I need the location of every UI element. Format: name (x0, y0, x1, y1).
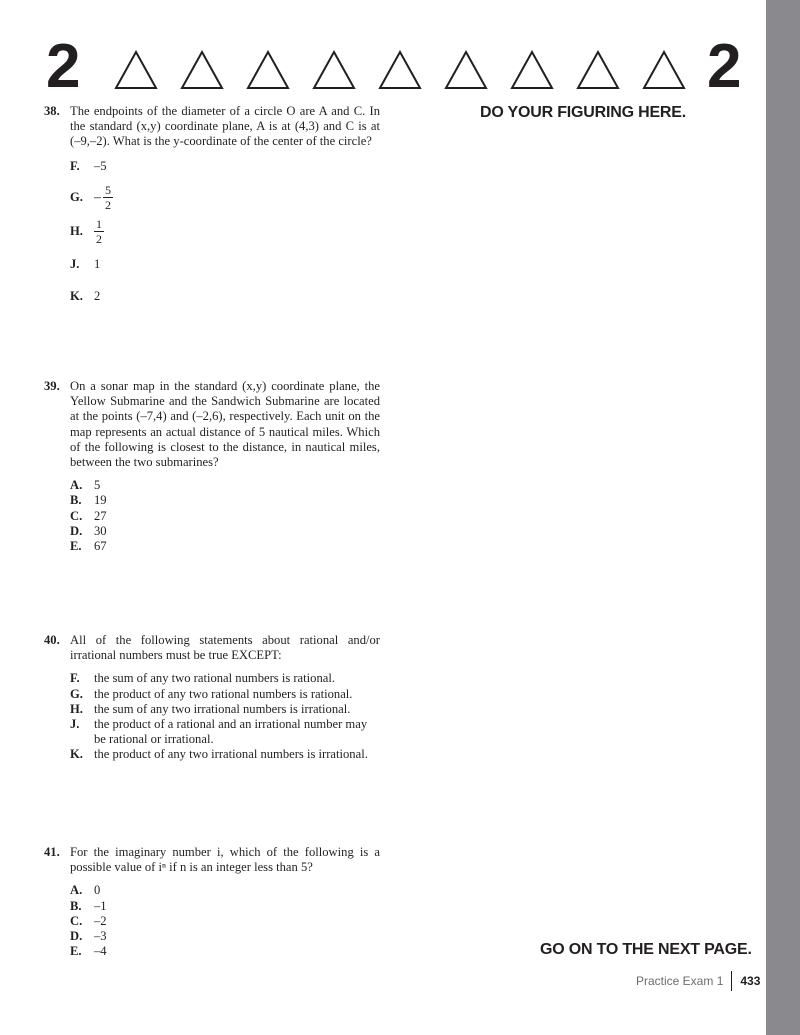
section-number-left: 2 (46, 32, 81, 101)
question-stem: For the imaginary number i, which of the following is a possible value of iⁿ if n is an integer less than 5? (70, 845, 380, 875)
choice-text: –3 (94, 929, 107, 944)
choice-text: 1 (94, 257, 101, 271)
choice-label: B. (70, 493, 82, 508)
page-number: 433 (740, 974, 761, 988)
choice-label: B. (70, 898, 82, 913)
choice-label: E. (70, 539, 82, 554)
choice-label: A. (70, 883, 83, 898)
choice-text: 5 (94, 478, 101, 493)
answer-choice[interactable] (70, 509, 384, 524)
question-stem: On a sonar map in the standard (x,y) coordinate plane, the Yellow Submarine and the Sandwich Submarine are located at the points (–7,4) and (–2,6), respectively. Each unit on the map represents an actual distance of 5 nautical miles. Which of the following is closest to the distance, in nautical miles, between the two submarines? (70, 379, 380, 470)
choice-label: K. (70, 747, 83, 762)
question-number: 40. (44, 633, 60, 647)
answer-choice[interactable] (70, 524, 384, 539)
question-stem: The endpoints of the diameter of a circle O are A and C. In the standard (x,y) coordinate plane, A is at (4,3) and C is at (–9,–2). What is the y-coordinate of the center of the circle? (70, 104, 380, 149)
question-41 (44, 845, 384, 959)
triangle-icon (180, 50, 224, 90)
answer-choice[interactable] (70, 944, 384, 959)
choice-text: 2 (94, 289, 101, 303)
choice-label: G. (70, 190, 83, 204)
answer-choice[interactable] (70, 478, 384, 493)
choice-text: the sum of any two irrational numbers is irrational. (94, 701, 351, 716)
question-39 (44, 379, 384, 554)
choice-text: 67 (94, 539, 107, 554)
choice-label: D. (70, 929, 83, 944)
answer-choice[interactable] (70, 929, 384, 944)
fraction-numerator: 5 (105, 183, 111, 198)
choice-text: –2 (94, 913, 107, 928)
fraction (94, 217, 104, 246)
answer-choice[interactable] (70, 702, 384, 717)
choice-label: E. (70, 944, 82, 959)
choice-text: the product of any two irrational numbers is irrational. (94, 747, 368, 762)
page-edge-tab (766, 0, 800, 1035)
question-number: 38. (44, 104, 60, 118)
triangle-icon (114, 50, 158, 90)
answer-choice[interactable] (70, 493, 384, 508)
answer-choice[interactable] (70, 215, 384, 249)
go-on-label: GO ON TO THE NEXT PAGE. (540, 941, 752, 958)
choice-label: G. (70, 686, 83, 701)
answer-choice[interactable] (70, 883, 384, 898)
choice-label: K. (70, 289, 83, 303)
question-38 (44, 104, 384, 313)
choice-text: 27 (94, 508, 107, 523)
fraction-denominator: 2 (105, 198, 111, 213)
answer-choice[interactable] (70, 747, 384, 762)
minus-sign: – (94, 190, 101, 205)
choice-text: 30 (94, 523, 107, 538)
answer-choice[interactable] (70, 539, 384, 554)
triangle-icon (246, 50, 290, 90)
choice-label: D. (70, 523, 83, 538)
fraction (103, 183, 113, 212)
triangle-icon (378, 50, 422, 90)
answer-choice[interactable] (70, 914, 384, 929)
answer-choice[interactable] (70, 249, 384, 281)
triangle-icon (576, 50, 620, 90)
question-40 (44, 633, 384, 763)
answer-choice[interactable] (70, 687, 384, 702)
question-stem: All of the following statements about rational and/or irrational numbers must be true EXCEPT: (70, 633, 380, 663)
choice-label: F. (70, 671, 80, 686)
section-number-right: 2 (707, 32, 742, 101)
fraction-denominator: 2 (96, 232, 102, 247)
page-footer (636, 971, 760, 991)
footer-title: Practice Exam 1 (636, 974, 724, 988)
choice-label: J. (70, 717, 80, 732)
triangle-row (114, 48, 686, 90)
answer-choice[interactable] (70, 181, 384, 215)
choice-label: C. (70, 913, 83, 928)
triangle-icon (444, 50, 488, 90)
choice-text: –4 (94, 944, 107, 959)
choice-label: F. (70, 158, 80, 173)
choice-label: J. (70, 257, 80, 271)
choice-label: A. (70, 478, 83, 493)
answer-choice[interactable] (70, 159, 384, 181)
choice-text: 19 (94, 493, 107, 508)
footer-divider (731, 971, 732, 991)
question-number: 41. (44, 845, 60, 859)
answer-choice[interactable] (70, 281, 384, 313)
triangle-icon (510, 50, 554, 90)
answer-choice[interactable] (70, 671, 384, 686)
fraction-numerator: 1 (96, 217, 102, 232)
choice-label: H. (70, 224, 83, 238)
answer-choice[interactable] (70, 717, 384, 747)
question-number: 39. (44, 379, 60, 393)
choice-text: the sum of any two rational numbers is rational. (94, 671, 335, 686)
figuring-label: DO YOUR FIGURING HERE. (480, 104, 686, 121)
choice-text: the product of any two rational numbers is rational. (94, 686, 353, 701)
choice-text: 0 (94, 883, 101, 898)
triangle-icon (642, 50, 686, 90)
triangle-icon (312, 50, 356, 90)
choice-text: the product of a rational and an irrational number may be rational or irrational. (94, 717, 368, 747)
choice-text: –1 (94, 898, 107, 913)
choice-text: –5 (94, 158, 107, 173)
choice-label: C. (70, 508, 83, 523)
answer-choice[interactable] (70, 899, 384, 914)
choice-label: H. (70, 701, 83, 716)
